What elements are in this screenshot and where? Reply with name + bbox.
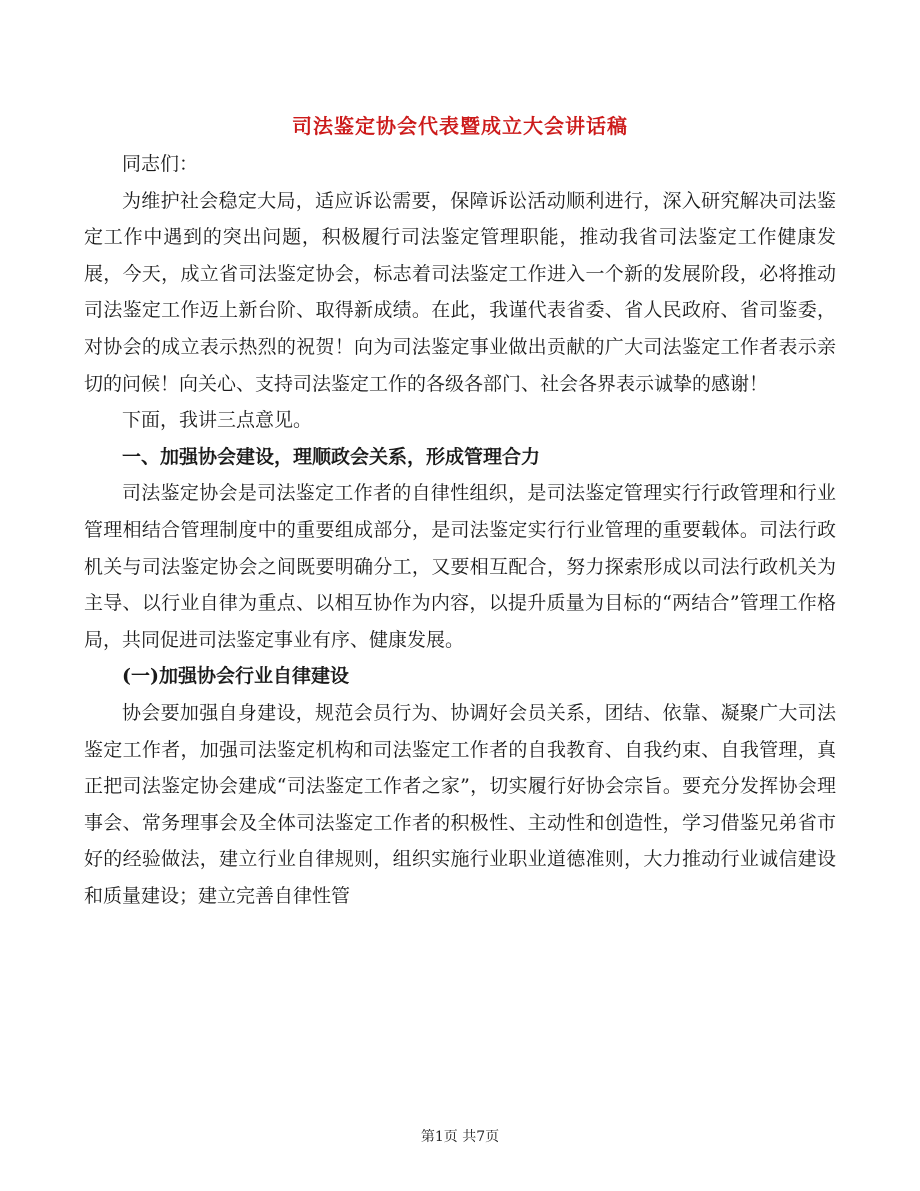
subsection-heading-1: (一)加强协会行业自律建设 [122, 665, 349, 688]
document-title: 司法鉴定协会代表暨成立大会讲话稿 [292, 114, 628, 138]
section-1-paragraph: 司法鉴定协会是司法鉴定工作者的自律性组织，是司法鉴定管理实行行政管理和行业管理相结合管理制度中的重要组成部分，是司法鉴定实行行业管理的重要载体。司法行政机关与司法鉴定协会之间既要明确分工，又要相互配合，努力探索形成以司法行政机关为主导、以行业自律为重点、以相互协作为内容，以提升质量为目标的“两结合”管理工作格局，共同促进司法鉴定事业有序、健康发展。 [84, 482, 836, 651]
outline-paragraph: 下面，我讲三点意见。 [122, 409, 313, 432]
page-number-footer: 第1页 共7页 [420, 1129, 500, 1145]
intro-paragraph: 为维护社会稳定大局，适应诉讼需要，保障诉讼活动顺利进行，深入研究解决司法鉴定工作中遇到的突出问题，积极履行司法鉴定管理职能，推动我省司法鉴定工作健康发展，今天，成立省司法鉴定协会，标志着司法鉴定工作进入一个新的发展阶段，必将推动司法鉴定工作迈上新台阶、取得新成绩。在此，我谨代表省委、省人民政府、省司鉴委，对协会的成立表示热烈的祝贺！向为司法鉴定事业做出贡献的广大司法鉴定工作者表示亲切的问候！向关心、支持司法鉴定工作的各级各部门、社会各界表示诚挚的感谢！ [84, 189, 836, 395]
greeting-paragraph: 同志们： [122, 153, 199, 175]
document-body [84, 146, 836, 914]
section-heading-1: 一、加强协会建设，理顺政会关系，形成管理合力 [122, 445, 541, 468]
subsection-1-paragraph: 协会要加强自身建设，规范会员行为、协调好会员关系，团结、依靠、凝聚广大司法鉴定工作者，加强司法鉴定机构和司法鉴定工作者的自我教育、自我约束、自我管理，真正把司法鉴定协会建成“司法鉴定工作者之家”，切实履行好协会宗旨。要充分发挥协会理事会、常务理事会及全体司法鉴定工作者的积极性、主动性和创造性，学习借鉴兄弟省市好的经验做法，建立行业自律规则，组织实施行业职业道德准则，大力推动行业诚信建设和质量建设；建立完善自律性管 [84, 701, 836, 907]
